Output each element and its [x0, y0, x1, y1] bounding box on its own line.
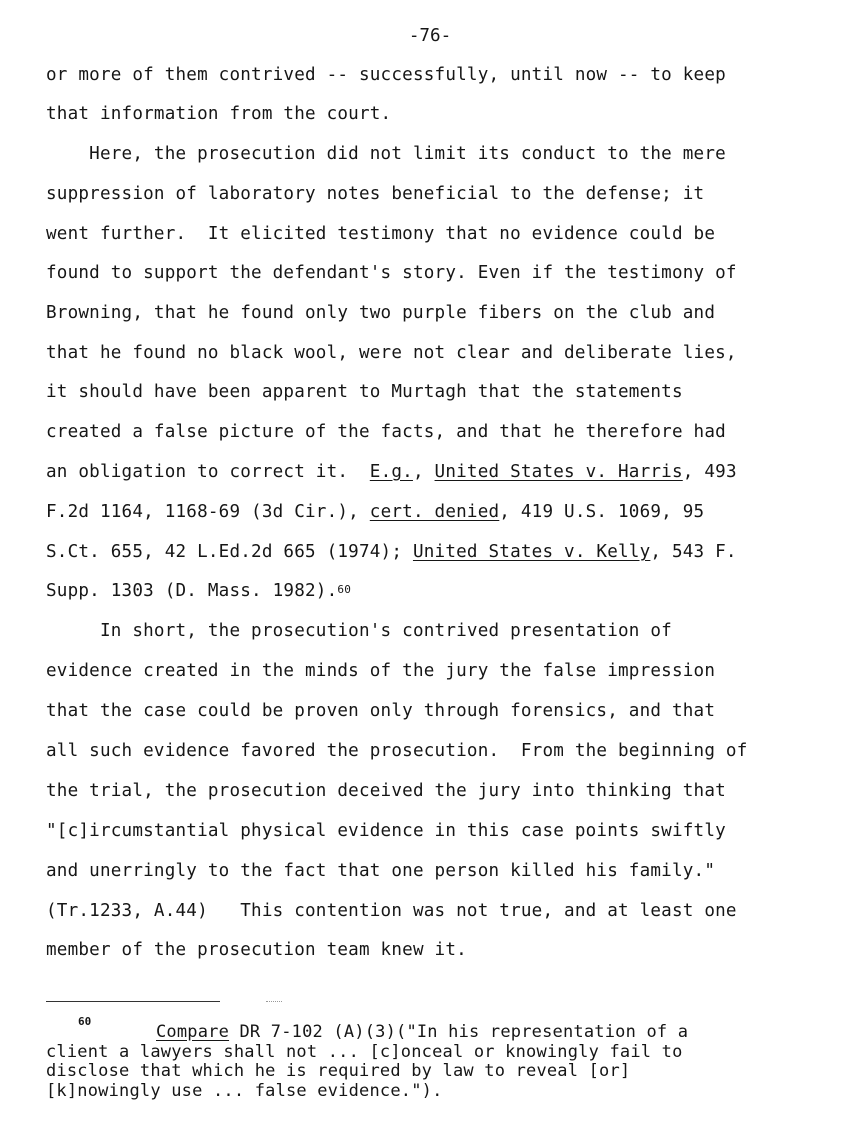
text-run: F.2d 1164, 1168-69 (3d Cir.),	[46, 502, 370, 522]
case-name: United States v. Kelly	[412, 542, 651, 562]
body-line: member of the prosecution team knew it.	[46, 940, 467, 960]
footnote-line	[46, 1024, 688, 1041]
footnote-line: disclose that which he is required by law to reveal [or]	[46, 1061, 631, 1081]
page-number: -76-	[408, 26, 452, 46]
body-line: it should have been apparent to Murtagh that the statements	[46, 382, 683, 402]
body-line	[46, 462, 737, 482]
body-line: and unerringly to the fact that one person killed his family."	[46, 861, 716, 881]
body-line	[46, 542, 737, 562]
body-line: (Tr.1233, A.44) This contention was not true, and at least one	[46, 901, 737, 921]
body-line: In short, the prosecution's contrived presentation of	[46, 621, 672, 641]
body-line	[46, 581, 351, 601]
footnote-line: client a lawyers shall not ... [c]onceal or knowingly fail to	[46, 1042, 683, 1062]
body-line: Browning, that he found only two purple fibers on the club and	[46, 303, 716, 323]
body-line: the trial, the prosecution deceived the jury into thinking that	[46, 781, 726, 801]
case-name: United States v. Harris	[434, 462, 683, 482]
citation-signal: Compare	[156, 1022, 230, 1042]
body-line: evidence created in the minds of the jury the false impression	[46, 661, 716, 681]
body-line: or more of them contrived -- successfully, until now -- to keep	[46, 65, 726, 85]
footnote-number: 60	[78, 1015, 92, 1028]
citation-signal: E.g.	[369, 462, 413, 482]
body-line: that he found no black wool, were not clear and deliberate lies,	[46, 343, 737, 363]
body-line: that information from the court.	[46, 104, 392, 124]
text-run: ,	[412, 462, 435, 482]
body-line: found to support the defendant's story. Even if the testimony of	[46, 263, 737, 283]
text-run: , 493	[682, 462, 737, 482]
body-line: "[c]ircumstantial physical evidence in this case points swiftly	[46, 821, 726, 841]
body-line: created a false picture of the facts, and that he therefore had	[46, 422, 726, 442]
text-run: an obligation to correct it.	[46, 462, 370, 482]
separator-mark	[266, 1001, 282, 1002]
body-line: went further. It elicited testimony that no evidence could be	[46, 224, 716, 244]
citation-signal: cert. denied	[369, 502, 500, 522]
text-run: , 543 F.	[650, 542, 737, 562]
footnote-separator	[46, 1001, 220, 1002]
body-line: Here, the prosecution did not limit its conduct to the mere	[46, 144, 726, 164]
text-run: DR 7-102 (A)(3)("In his representation of a	[229, 1022, 689, 1042]
body-line	[46, 502, 704, 522]
text-run: S.Ct. 655, 42 L.Ed.2d 665 (1974);	[46, 542, 413, 562]
body-line: suppression of laboratory notes beneficial to the defense; it	[46, 184, 705, 204]
footnote-reference: 60	[337, 583, 352, 596]
text-run: Supp. 1303 (D. Mass. 1982).	[46, 581, 338, 601]
text-run: , 419 U.S. 1069, 95	[499, 502, 705, 522]
footnote-line: [k]nowingly use ... false evidence.").	[46, 1081, 443, 1101]
body-line: all such evidence favored the prosecution. From the beginning of	[46, 741, 748, 761]
body-line: that the case could be proven only through forensics, and that	[46, 701, 716, 721]
